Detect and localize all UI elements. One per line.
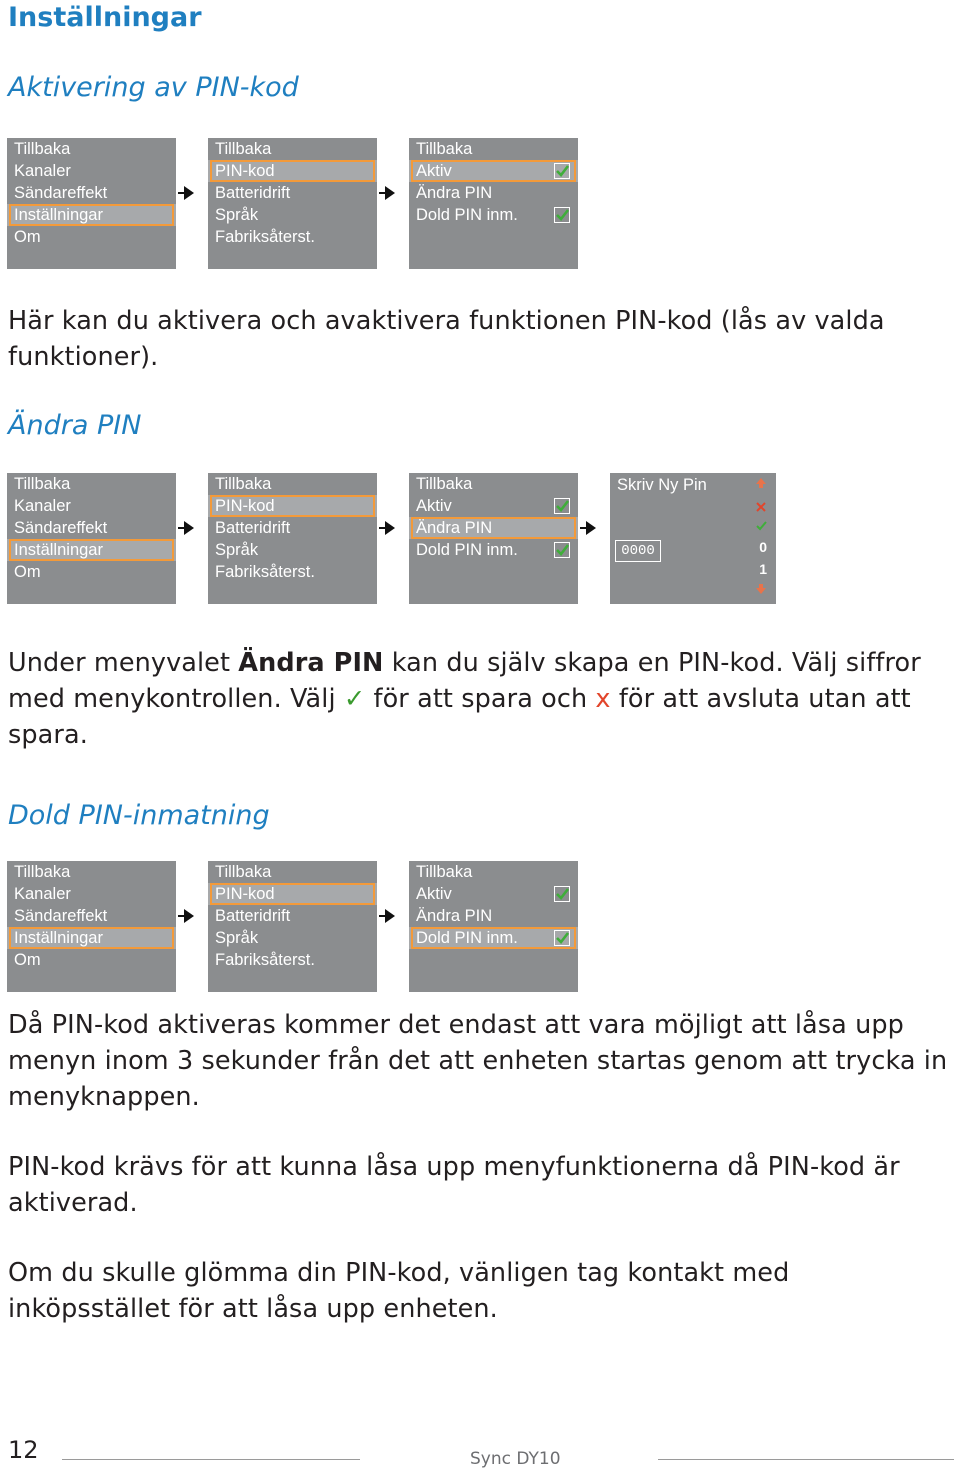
arrow-up-icon [756, 478, 766, 488]
menu-item: Sändareffekt [14, 907, 108, 925]
menu-item: Språk [215, 929, 259, 947]
paragraph-hidden-pin-1: Då PIN-kod aktiveras kommer det endast att vara möjligt att låsa upp menyn inom 3 sekunder från det att enheten startas genom att trycka in menyknappen. [8, 1010, 948, 1112]
menu-screen-pin [409, 473, 578, 604]
menu-item: Batteridrift [215, 184, 291, 202]
page-number: 12 [8, 1436, 39, 1464]
digit-option: 0 [759, 539, 767, 555]
paragraph-pin-activation: Här kan du aktivera och avaktivera funktionen PIN-kod (lås av valda funktioner). [8, 306, 885, 372]
menu-item-selected: PIN-kod [208, 495, 377, 517]
menu-item: Tillbaka [416, 140, 473, 158]
checkmark-icon [554, 498, 570, 514]
menu-screen-main [7, 861, 176, 992]
checkmark-icon [756, 521, 767, 531]
menu-item: Tillbaka [215, 863, 272, 881]
menu-item: Tillbaka [14, 475, 71, 493]
menu-screen-main [7, 473, 176, 604]
bold-menu-option: Ändra PIN [238, 648, 384, 678]
menu-item: Ändra PIN [416, 184, 493, 202]
menu-item-selected: Aktiv [409, 160, 578, 182]
arrow-right-icon [385, 186, 395, 200]
menu-item: Språk [215, 541, 259, 559]
section-title-pin-activation: Aktivering av PIN-kod [8, 72, 299, 103]
menu-item: Dold PIN inm. [409, 204, 578, 226]
section-title-change-pin: Ändra PIN [8, 410, 142, 441]
menu-item-selected: Inställningar [7, 204, 176, 226]
menu-item-selected: Inställningar [7, 927, 176, 949]
menu-item: Sändareffekt [14, 519, 108, 537]
menu-item: Fabriksåterst. [215, 563, 315, 581]
pin-entry-field: 0000 [615, 540, 661, 562]
menu-item: Om [14, 951, 41, 969]
menu-screen-settings [208, 861, 377, 992]
menu-item: Tillbaka [215, 140, 272, 158]
menu-item: Tillbaka [416, 863, 473, 881]
menu-item: Tillbaka [215, 475, 272, 493]
menu-item: Språk [215, 206, 259, 224]
footer-title: Sync DY10 [470, 1449, 561, 1469]
menu-screen-pin [409, 138, 578, 269]
arrow-right-icon [385, 521, 395, 535]
checkmark-icon [554, 886, 570, 902]
checkmark-icon [554, 542, 570, 558]
menu-item: Kanaler [14, 497, 71, 515]
arrow-right-icon [385, 909, 395, 923]
menu-item: Batteridrift [215, 907, 291, 925]
menu-item: Dold PIN inm. [409, 539, 578, 561]
menu-item-selected: Inställningar [7, 539, 176, 561]
menu-item-selected: PIN-kod [208, 883, 377, 905]
arrow-right-icon [184, 186, 194, 200]
menu-item-selected: Dold PIN inm. [409, 927, 578, 949]
digit-option: 1 [759, 561, 767, 577]
checkmark-icon [554, 207, 570, 223]
menu-screen-settings [208, 473, 377, 604]
menu-item: Om [14, 563, 41, 581]
menu-item: Batteridrift [215, 519, 291, 537]
arrow-down-icon [756, 584, 766, 594]
menu-item-selected: PIN-kod [208, 160, 377, 182]
menu-item: Tillbaka [416, 475, 473, 493]
menu-item: Tillbaka [14, 140, 71, 158]
menu-screen-main [7, 138, 176, 269]
menu-item-selected: Ändra PIN [409, 517, 578, 539]
paragraph-hidden-pin-2: PIN-kod krävs för att kunna låsa upp menyfunktionerna då PIN-kod är aktiverad. [8, 1152, 900, 1218]
menu-item: Sändareffekt [14, 184, 108, 202]
menu-item: Fabriksåterst. [215, 951, 315, 969]
menu-item: Kanaler [14, 885, 71, 903]
arrow-right-icon [586, 521, 596, 535]
cancel-x-icon [756, 502, 766, 512]
paragraph-change-pin: Under menyvalet Ändra PIN kan du själv skapa en PIN-kod. Välj siffror med menykontrollen. Välj ✓ för att spara och x för att avsluta utan att spara. [8, 648, 921, 750]
menu-screen-new-pin [610, 473, 776, 604]
arrow-right-icon [184, 521, 194, 535]
paragraph-hidden-pin-3: Om du skulle glömma din PIN-kod, vänligen tag kontakt med inköpsstället för att låsa upp enheten. [8, 1258, 790, 1324]
arrow-right-icon [184, 909, 194, 923]
menu-item: Tillbaka [14, 863, 71, 881]
check-icon: ✓ [343, 684, 366, 714]
cancel-icon: x [595, 684, 611, 714]
new-pin-title: Skriv Ny Pin [617, 476, 707, 494]
checkmark-icon [554, 930, 570, 946]
menu-item: Aktiv [409, 495, 578, 517]
footer-divider [62, 1459, 360, 1460]
footer-divider [658, 1459, 954, 1460]
menu-item: Aktiv [409, 883, 578, 905]
menu-item: Ändra PIN [416, 907, 493, 925]
menu-item: Fabriksåterst. [215, 228, 315, 246]
menu-item: Om [14, 228, 41, 246]
menu-screen-settings [208, 138, 377, 269]
menu-screen-pin [409, 861, 578, 992]
menu-item: Kanaler [14, 162, 71, 180]
checkmark-icon [554, 163, 570, 179]
page-heading: Inställningar [8, 2, 202, 33]
section-title-hidden-pin: Dold PIN-inmatning [8, 800, 270, 831]
